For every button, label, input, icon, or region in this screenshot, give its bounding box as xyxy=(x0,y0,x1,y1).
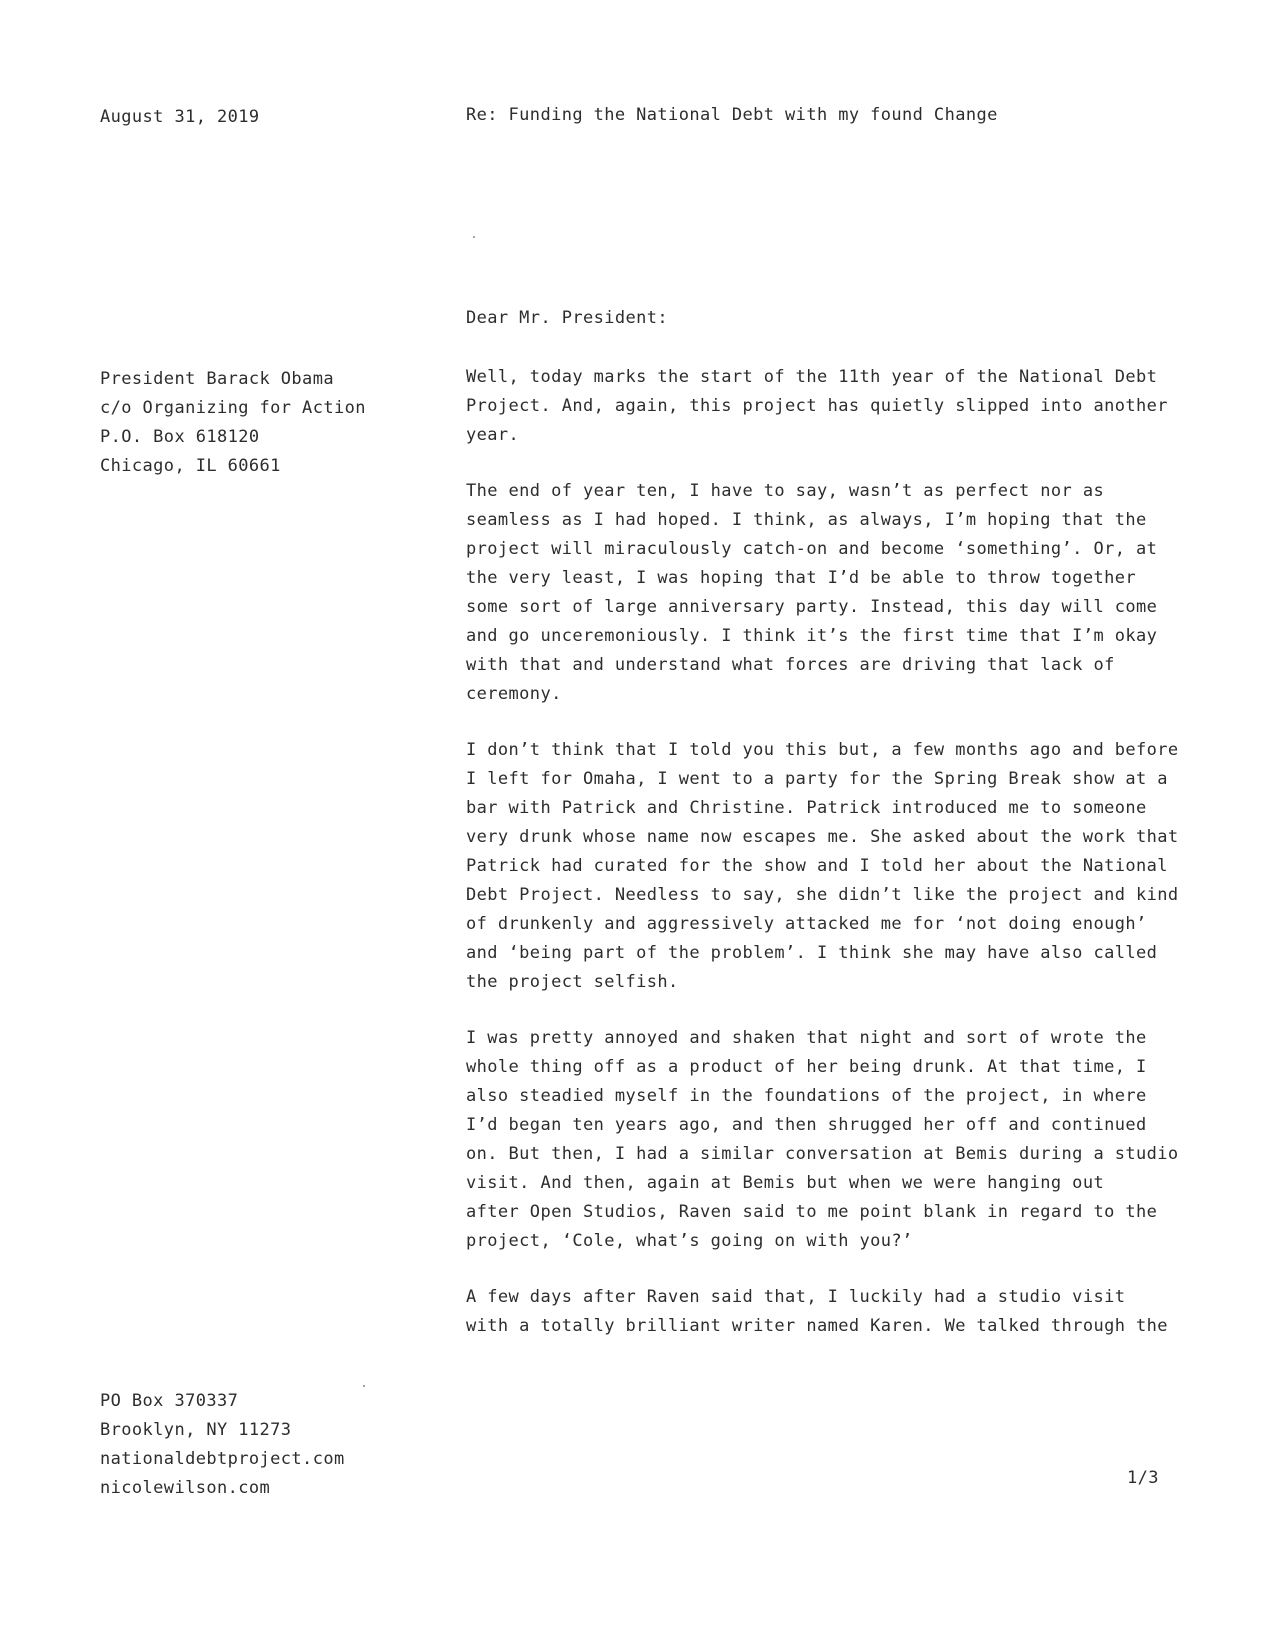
body-line: very drunk whose name now escapes me. She asked about the work that xyxy=(466,827,1179,847)
body-line: bar with Patrick and Christine. Patrick introduced me to someone xyxy=(466,798,1147,818)
body-paragraph xyxy=(466,736,1179,997)
body-line: Well, today marks the start of the 11th year of the National Debt xyxy=(466,367,1158,387)
sender-po-box: PO Box 370337 xyxy=(100,1391,239,1411)
body-paragraph xyxy=(466,1024,1179,1256)
body-line: on. But then, I had a similar conversation at Bemis during a studio xyxy=(466,1144,1179,1164)
body-paragraph xyxy=(466,477,1166,709)
body-paragraph xyxy=(466,363,1166,450)
body-line: visit. And then, again at Bemis but when we were hanging out xyxy=(466,1173,1105,1193)
letter-body xyxy=(466,363,1179,1368)
body-line: the very least, I was hoping that I’d be able to throw together xyxy=(466,568,1136,588)
body-line: the project selfish. xyxy=(466,972,679,992)
body-line: and go unceremoniously. I think it’s the first time that I’m okay xyxy=(466,626,1158,646)
scan-speck xyxy=(363,1385,365,1387)
body-line: after Open Studios, Raven said to me point blank in regard to the xyxy=(466,1202,1158,1222)
recipient-name: President Barack Obama xyxy=(100,369,334,389)
body-line: seamless as I had hoped. I think, as always, I’m hoping that the xyxy=(466,510,1147,530)
body-line: I’d began ten years ago, and then shrugged her off and continued xyxy=(466,1115,1147,1135)
body-line: The end of year ten, I have to say, wasn’t as perfect nor as xyxy=(466,481,1105,501)
body-line: and ‘being part of the problem’. I think she may have also called xyxy=(466,943,1158,963)
scan-speck xyxy=(473,236,475,238)
letter-salutation: Dear Mr. President: xyxy=(466,308,669,328)
recipient-address xyxy=(100,365,366,481)
body-line: with a totally brilliant writer named Karen. We talked through the xyxy=(466,1316,1168,1336)
recipient-city: Chicago, IL 60661 xyxy=(100,456,281,476)
body-line: I don’t think that I told you this but, a few months ago and before xyxy=(466,740,1179,760)
body-line: Patrick had curated for the show and I told her about the National xyxy=(466,856,1168,876)
body-line: project, ‘Cole, what’s going on with you?’ xyxy=(466,1231,913,1251)
page-number: 1/3 xyxy=(1127,1468,1159,1488)
body-paragraph xyxy=(466,1283,1166,1341)
sender-city: Brooklyn, NY 11273 xyxy=(100,1420,292,1440)
body-line: ceremony. xyxy=(466,684,562,704)
body-line: I was pretty annoyed and shaken that night and sort of wrote the xyxy=(466,1028,1147,1048)
body-line: I left for Omaha, I went to a party for the Spring Break show at a xyxy=(466,769,1168,789)
body-line: with that and understand what forces are driving that lack of xyxy=(466,655,1115,675)
sender-website-project: nationaldebtproject.com xyxy=(100,1449,345,1469)
body-line: project will miraculously catch-on and become ‘something’. Or, at xyxy=(466,539,1158,559)
body-line: year. xyxy=(466,425,520,445)
body-line: Debt Project. Needless to say, she didn’t like the project and kind xyxy=(466,885,1179,905)
sender-website-personal: nicolewilson.com xyxy=(100,1478,271,1498)
body-line: whole thing off as a product of her being drunk. At that time, I xyxy=(466,1057,1147,1077)
body-line: also steadied myself in the foundations of the project, in where xyxy=(466,1086,1147,1106)
letter-date: August 31, 2019 xyxy=(100,107,260,127)
body-line: of drunkenly and aggressively attacked me for ‘not doing enough’ xyxy=(466,914,1147,934)
letter-subject: Re: Funding the National Debt with my found Change xyxy=(466,105,998,125)
sender-address xyxy=(100,1387,345,1503)
body-line: A few days after Raven said that, I luckily had a studio visit xyxy=(466,1287,1126,1307)
body-line: Project. And, again, this project has quietly slipped into another xyxy=(466,396,1168,416)
recipient-organization: c/o Organizing for Action xyxy=(100,398,366,418)
recipient-po-box: P.O. Box 618120 xyxy=(100,427,260,447)
body-line: some sort of large anniversary party. Instead, this day will come xyxy=(466,597,1158,617)
